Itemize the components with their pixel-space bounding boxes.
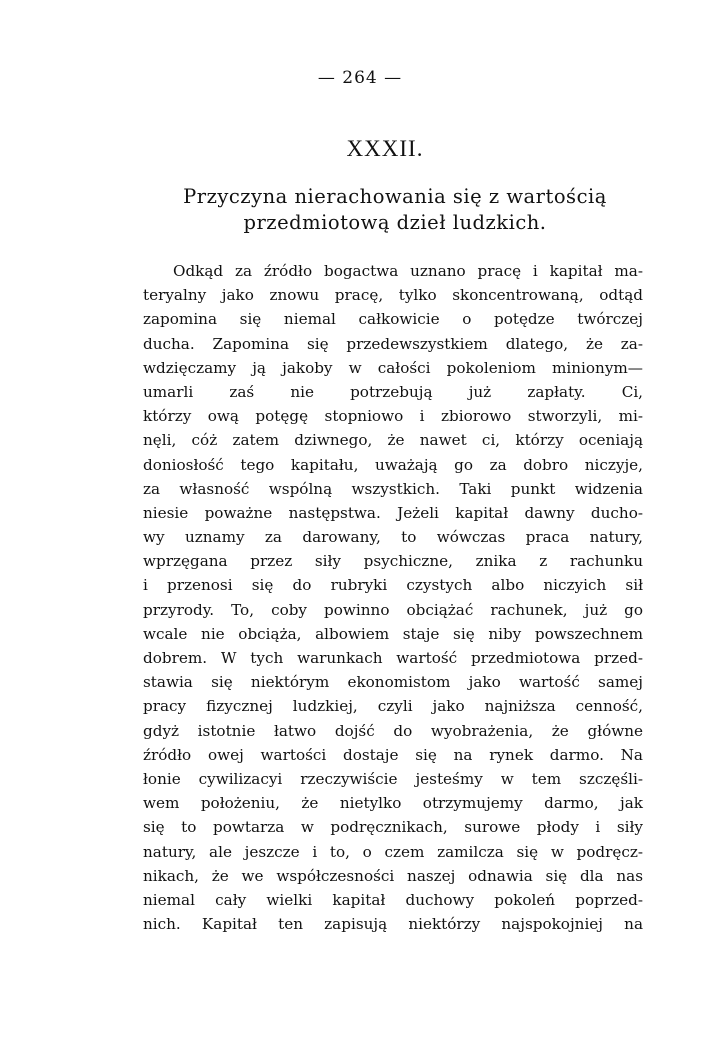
text-line: się to powtarza w podręcznikach, surowe płody i siły bbox=[143, 818, 643, 837]
text-line: nęli, cóż zatem dziwnego, że nawet ci, którzy oceniają bbox=[143, 431, 643, 450]
text-line: łonie cywilizacyi rzeczywiście jesteśmy w tem szczęśli- bbox=[143, 769, 643, 788]
text-line: którzy ową potęgę stopniowo i zbiorowo stworzyli, mi- bbox=[143, 407, 643, 426]
text-line: wprzęgana przez siły psychiczne, znika z rachunku bbox=[143, 552, 643, 571]
page-number: — 264 — bbox=[317, 68, 403, 88]
chapter-number: XXXII. bbox=[346, 136, 424, 161]
text-line: doniosłość tego kapitału, uważają go za dobro niczyje, bbox=[143, 455, 643, 474]
text-line: przyrody. To, coby powinno obciążać rachunek, już go bbox=[143, 600, 643, 619]
text-line: umarli zaś nie potrzebują już zapłaty. Ci, bbox=[143, 382, 643, 401]
text-line: stawia się niektórym ekonomistom jako wartość samej bbox=[143, 673, 643, 692]
text-line: wem położeniu, że nietylko otrzymujemy darmo, jak bbox=[143, 794, 643, 813]
text-line: zapomina się niemal całkowicie o potędze twórczej bbox=[143, 310, 643, 329]
text-line: dobrem. W tych warunkach wartość przedmiotowa przed- bbox=[143, 649, 643, 667]
text-line: nikach, że we współczesności naszej odnawia się dla nas bbox=[143, 866, 643, 885]
text-line: wcale nie obciąża, albowiem staje się niby powszechnem bbox=[143, 624, 643, 643]
text-line: ducha. Zapomina się przedewszystkiem dlatego, że za- bbox=[143, 334, 643, 353]
text-line: natury, ale jeszcze i to, o czem zamilcza się w podręcz- bbox=[143, 842, 643, 861]
chapter-title-line: Przyczyna nierachowania się z wartością bbox=[183, 185, 607, 208]
text-line: Odkąd za źródło bogactwa uznano pracę i kapitał ma- bbox=[173, 262, 643, 280]
text-line: wy uznamy za darowany, to wówczas praca natury, bbox=[143, 528, 643, 547]
text-line: źródło owej wartości dostaje się na rynek darmo. Na bbox=[143, 745, 643, 764]
text-line: niesie poważne następstwa. Jeżeli kapitał dawny ducho- bbox=[143, 503, 643, 522]
text-line: pracy fizycznej ludzkiej, czyli jako najniższa cenność, bbox=[143, 697, 643, 716]
chapter-title-line: przedmiotową dzieł ludzkich. bbox=[243, 211, 547, 234]
text-line: za własność wspólną wszystkich. Taki punkt widzenia bbox=[143, 479, 643, 498]
text-line: niemal cały wielki kapitał duchowy pokoleń poprzed- bbox=[143, 890, 643, 909]
body-text bbox=[143, 259, 643, 936]
text-line: wdzięczamy ją jakoby w całości pokoleniom minionym— bbox=[143, 358, 643, 377]
text-line: nich. Kapitał ten zapisują niektórzy najspokojniej na bbox=[143, 915, 643, 934]
text-line: i przenosi się do rubryki czystych albo niczyich sił bbox=[143, 576, 643, 595]
chapter-title bbox=[160, 184, 630, 236]
text-line: gdyż istotnie łatwo dojść do wyobrażenia, że główne bbox=[143, 721, 643, 740]
text-line: teryalny jako znowu pracę, tylko skoncentrowaną, odtąd bbox=[143, 286, 643, 305]
